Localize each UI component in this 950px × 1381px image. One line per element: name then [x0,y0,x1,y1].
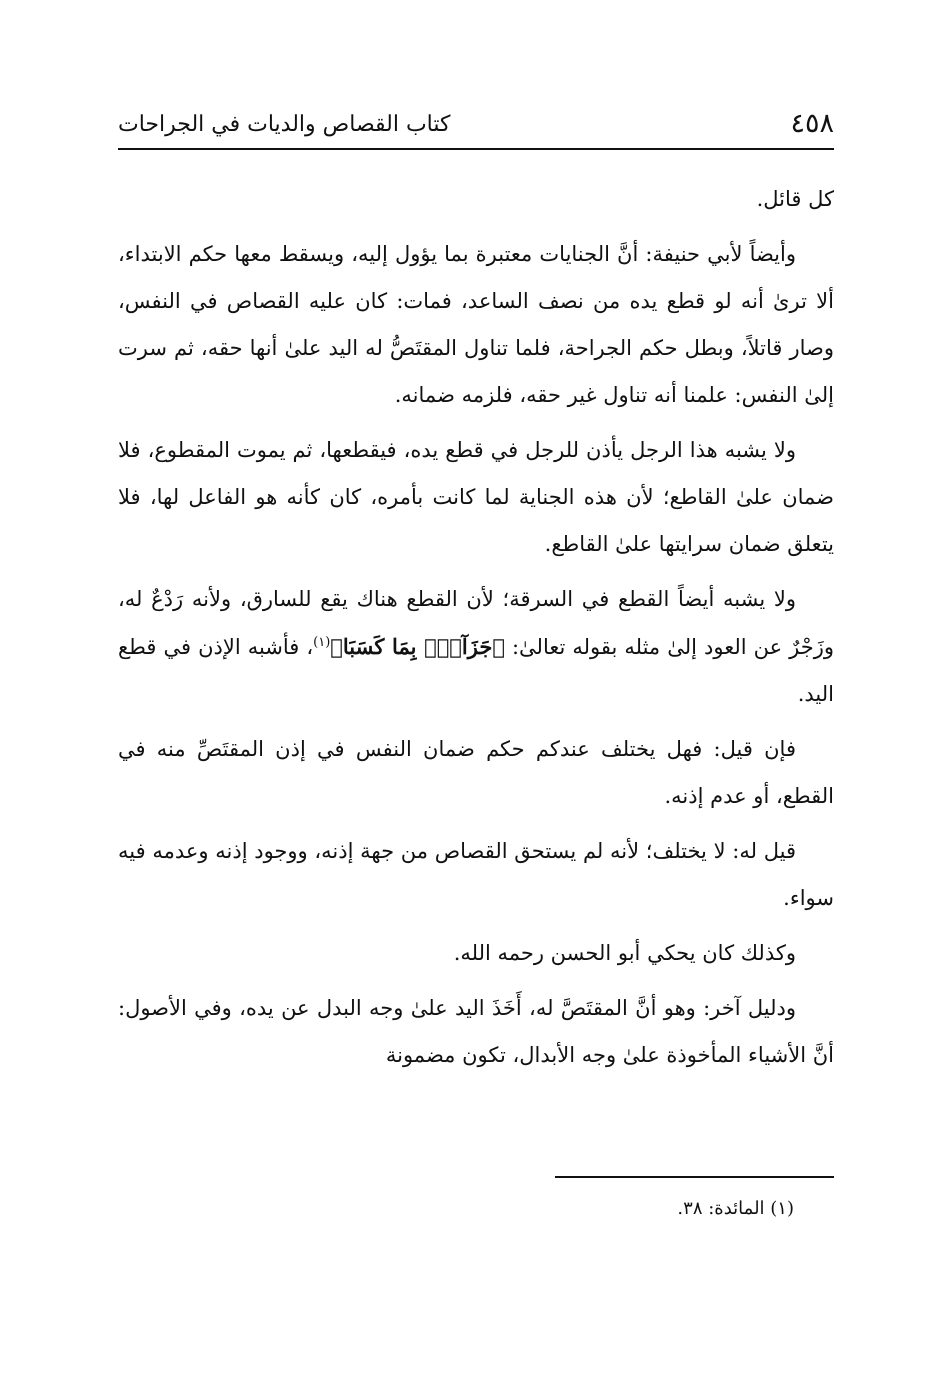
paragraph-2: وأيضاً لأبي حنيفة: أنَّ الجنايات معتبرة بما يؤول إليه، ويسقط معها حكم الابتداء، ألا ترىٰ أنه لو قطع يده من نصف الساعد، فمات: كان عليه القصاص في النفس، وصار قاتلاً، وبطل حكم الجراحة، فلما تناول المقتَصُّ له اليد علىٰ أنها حقه، ثم سرت إلىٰ النفس: علمنا أنه تناول غير حقه، فلزمه ضمانه. [118,242,834,407]
running-title: كتاب القصاص والديات في الجراحات [118,112,451,137]
paragraph-8: ودليل آخر: وهو أنَّ المقتَصَّ له، أَخَذَ اليد علىٰ وجه البدل عن يده، وفي الأصول: أنَّ الأشياء المأخوذة علىٰ وجه الأبدال، تكون مضمونة [118,996,834,1067]
paragraph-7: وكذلك كان يحكي أبو الحسن رحمه الله. [453,941,796,965]
footnote-reference: (١) [313,635,331,650]
paragraph-4-ending: ، فأشبه الإذن في قطع اليد. [118,635,834,706]
footnote-rule [555,1176,834,1178]
footnote: (١) المائدة: ٣٨. [677,1198,794,1219]
header-rule [118,148,834,150]
paragraph-4-text: ولا يشبه أيضاً القطع في السرقة؛ لأن القطع هناك يقع للسارق، ولأنه رَدْعٌ له، وزَجْرٌ عن العود إلىٰ مثله بقوله تعالىٰ: [118,587,835,659]
paragraph-5: فإن قيل: فهل يختلف عندكم حكم ضمان النفس في إذن المقتَصِّ منه في القطع، أو عدم إذنه. [118,737,834,808]
paragraph-3: ولا يشبه هذا الرجل يأذن للرجل في قطع يده، فيقطعها، ثم يموت المقطوع، فلا ضمان علىٰ القاطع؛ لأن هذه الجناية لما كانت بأمره، كان كأنه هو الفاعل لها، فلا يتعلق ضمان سرايتها علىٰ القاطع. [118,438,834,556]
body-text [118,176,834,1087]
paragraph-4 [118,576,834,718]
quran-verse: ﴿جَزَآءَۢ بِمَا كَسَبَا﴾ [330,634,505,659]
page-header [118,104,834,148]
paragraph-1: كل قائل. [756,187,834,211]
paragraph-6: قيل له: لا يختلف؛ لأنه لم يستحق القصاص من جهة إذنه، ووجود إذنه وعدمه فيه سواء. [118,839,834,910]
page-number: ٤٥٨ [790,108,834,139]
